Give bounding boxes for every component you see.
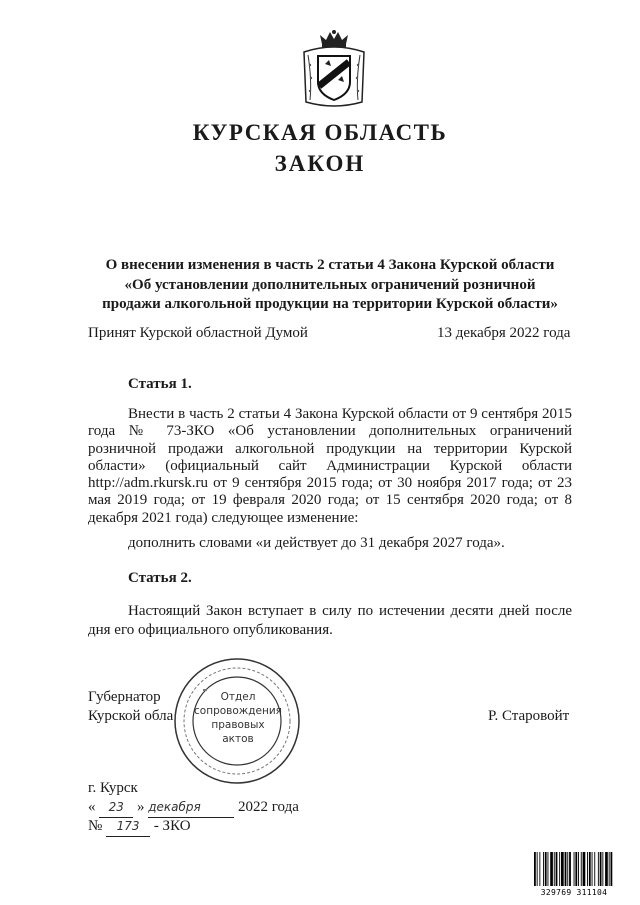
- stamp-line: сопровождения: [194, 705, 282, 717]
- law-title-line: «Об установлении дополнительных ограничений розничной: [124, 276, 536, 293]
- coat-of-arms-emblem: [298, 30, 370, 110]
- number-suffix: - ЗКО: [153, 818, 191, 834]
- signatory-name: Р. Старовойт: [488, 708, 570, 724]
- city: г. Курск: [88, 780, 138, 796]
- article-2-text: Настоящий Закон вступает в силу по истечении десяти дней после дня его официального опубликования.: [88, 603, 572, 638]
- date-open-quote: «: [88, 799, 96, 815]
- stamp-line: правовых: [211, 719, 265, 731]
- stamp-text: [190, 690, 286, 746]
- adopted-by-text: Принят Курской областной Думой: [88, 325, 308, 341]
- law-title-line: продажи алкогольной продукции на территории Курской области»: [102, 296, 558, 312]
- date-line: [88, 798, 299, 818]
- stamp-line: Отдел: [220, 691, 256, 703]
- date-year: 2022 года: [238, 799, 299, 815]
- document-type-heading: ЗАКОН: [274, 151, 366, 176]
- law-title-line: О внесении изменения в часть 2 статьи 4 Закона Курской области: [105, 257, 555, 273]
- law-number: 173: [106, 817, 150, 837]
- adoption-date: 13 декабря 2022 года: [437, 325, 571, 341]
- article-1-text: Внести в часть 2 статьи 4 Закона Курской области от 9 сентября 2015 года № 73-ЗКО «Об установлении дополнительных ограничений розничной продажи алкогольной продукции на территории Курской области» (официальный сайт Администрации Курской области http://adm.rkursk.ru от 9 сентября 2015 года; от 30 ноября 2017 года; от 23 мая 2019 года; от 19 февраля 2020 года; от 15 сентября 2020 года; от 8 декабря 2021 года) следующее изменение:: [88, 406, 572, 526]
- stamp-line: актов: [222, 733, 254, 745]
- number-sign: №: [88, 818, 103, 834]
- article-2-heading: Статья 2.: [128, 570, 192, 586]
- barcode-digits: 329769 311104: [540, 888, 608, 897]
- signatory-title-line2: Курской обла: [88, 708, 174, 724]
- date-month: декабря: [148, 798, 234, 818]
- article-1-heading: Статья 1.: [128, 376, 192, 392]
- law-title: [90, 256, 570, 315]
- signatory-title-line1: Губернатор: [88, 689, 161, 705]
- region-heading: КУРСКАЯ ОБЛАСТЬ: [192, 120, 448, 145]
- law-number-line: [88, 817, 191, 837]
- date-day: 23: [99, 798, 133, 818]
- article-1-amendment: дополнить словами «и действует до 31 декабря 2027 года».: [128, 535, 505, 551]
- date-close-quote: »: [137, 799, 145, 815]
